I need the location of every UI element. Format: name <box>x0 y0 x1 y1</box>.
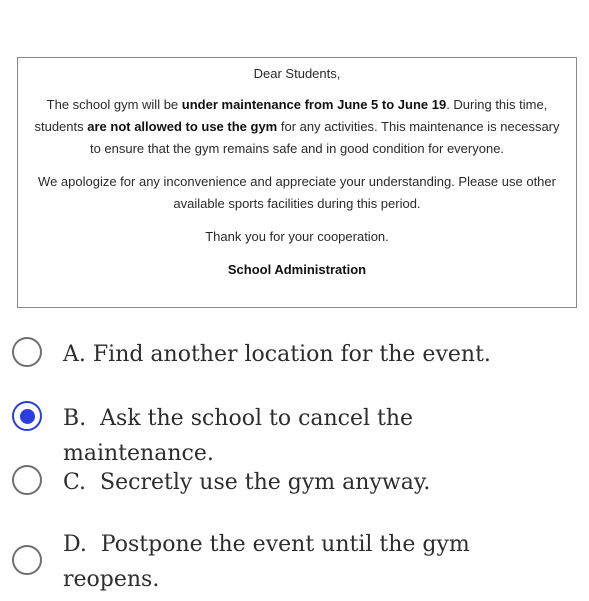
option-c-label <box>63 465 533 500</box>
radio-button-d[interactable] <box>12 545 42 575</box>
option-c-text: Secretly use the gym anyway. <box>100 470 431 495</box>
notice-paragraph-1 <box>28 94 566 160</box>
option-d[interactable] <box>12 527 493 597</box>
option-b-text: Ask the school to cancel the maintenance. <box>63 406 421 466</box>
notice-signature <box>28 259 566 281</box>
option-b[interactable] <box>12 401 533 471</box>
option-d-label <box>63 527 493 597</box>
option-b-label <box>63 401 533 471</box>
option-a-letter: A. <box>63 342 86 367</box>
notice-text: . During this time, students <box>34 97 548 134</box>
radio-button-c[interactable] <box>12 465 42 495</box>
option-b-letter: B. <box>63 406 87 431</box>
radio-button-a[interactable] <box>12 337 42 367</box>
notice-box <box>17 57 577 308</box>
notice-bold-dates: under maintenance from June 5 to June 19 <box>181 97 447 112</box>
option-c-letter: C. <box>63 470 87 495</box>
notice-paragraph-2: We apologize for any inconvenience and appreciate your understanding. Please use other available sports facilities during this period. <box>38 174 556 211</box>
option-d-text: Postpone the event until the gym reopens. <box>63 532 477 592</box>
notice-text: The school gym will be <box>46 97 182 112</box>
option-a-text: Find another location for the event. <box>92 342 491 367</box>
radio-button-b[interactable] <box>12 401 42 431</box>
option-d-letter: D. <box>63 532 87 557</box>
notice-signature-text: School Administration <box>227 262 367 277</box>
notice-bold-restriction: are not allowed to use the gym <box>87 119 278 134</box>
option-c[interactable] <box>12 465 533 500</box>
notice-greeting: Dear Students, <box>253 66 341 81</box>
notice-text: for any activities. This maintenance is necessary to ensure that the gym remains safe and in good condition for everyone. <box>89 119 560 156</box>
option-a[interactable] <box>12 337 533 372</box>
option-a-label <box>63 337 533 372</box>
notice-thanks: Thank you for your cooperation. <box>205 229 389 244</box>
